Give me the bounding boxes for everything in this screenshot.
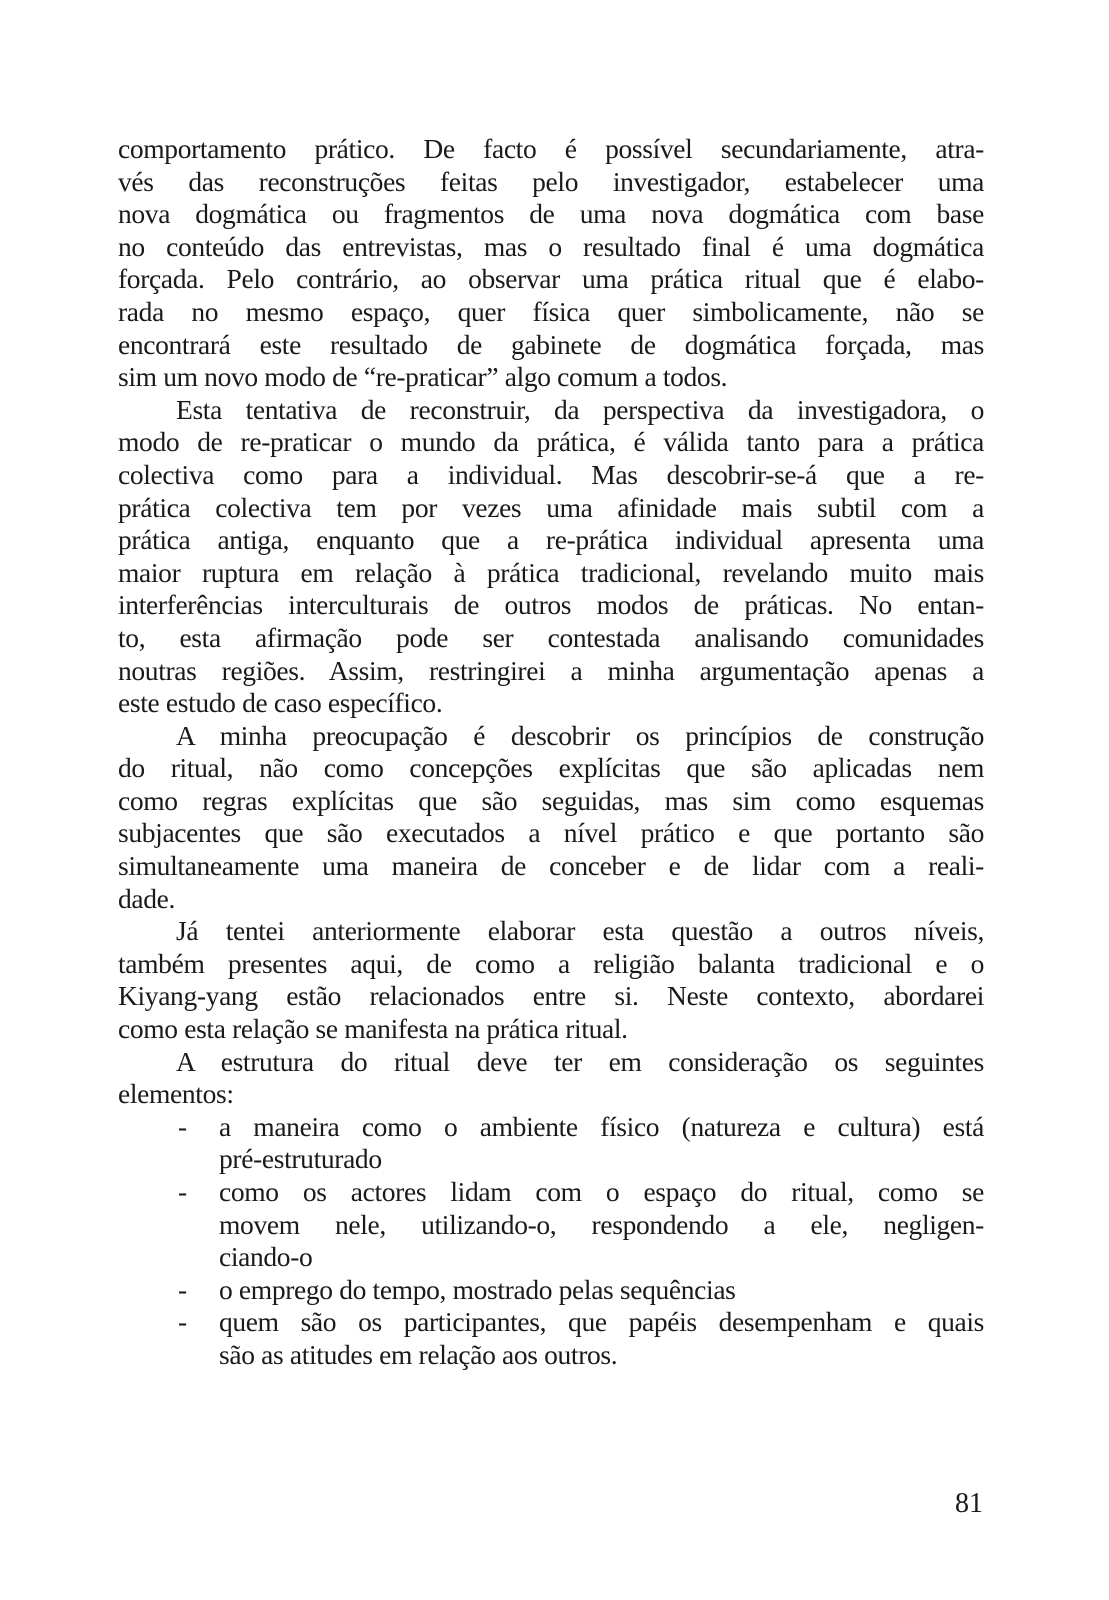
text-line: dade. — [118, 882, 176, 914]
text-line: vés das reconstruções feitas pelo investigador, estabelecer uma — [118, 165, 984, 197]
text-line: Esta tentativa de reconstruir, da perspectiva da investigadora, o — [176, 393, 984, 425]
dash-bullet-icon: - — [178, 1273, 187, 1305]
text-line: encontrará este resultado de gabinete de dogmática forçada, mas — [118, 328, 984, 360]
text-line: forçada. Pelo contrário, ao observar uma prática ritual que é elabo- — [118, 263, 984, 295]
text-line: como regras explícitas que são seguidas, mas sim como esquemas — [118, 784, 984, 816]
text-line: colectiva como para a individual. Mas descobrir-se-á que a re- — [118, 458, 984, 490]
paragraph-4 — [118, 915, 984, 1045]
text-line: movem nele, utilizando-o, respondendo a ele, negligen- — [219, 1208, 984, 1240]
elements-list — [118, 1111, 984, 1372]
list-item — [118, 1111, 984, 1176]
text-line: do ritual, não como concepções explícitas que são aplicadas nem — [118, 752, 984, 784]
list-item — [118, 1176, 984, 1274]
dash-bullet-icon: - — [178, 1306, 187, 1338]
text-line: como esta relação se manifesta na prática ritual. — [118, 1013, 628, 1045]
dash-bullet-icon: - — [178, 1176, 187, 1207]
text-line: pré-estruturado — [219, 1143, 382, 1175]
text-line: to, esta afirmação pode ser contestada analisando comunidades — [118, 621, 984, 653]
text-line: Kiyang-yang estão relacionados entre si. Neste contexto, abordarei — [118, 980, 984, 1012]
text-line: rada no mesmo espaço, quer física quer simbolicamente, não se — [118, 295, 984, 327]
list-item — [118, 1306, 984, 1371]
text-line: comportamento prático. De facto é possível secundariamente, atra- — [118, 133, 984, 164]
text-line: o emprego do tempo, mostrado pelas sequências — [219, 1273, 736, 1305]
text-line: este estudo de caso específico. — [118, 687, 443, 719]
text-line: são as atitudes em relação aos outros. — [219, 1338, 618, 1370]
text-line: noutras regiões. Assim, restringirei a minha argumentação apenas a — [118, 654, 984, 686]
text-line: nova dogmática ou fragmentos de uma nova dogmática com base — [118, 198, 984, 230]
list-item — [118, 1274, 984, 1307]
paragraph-5 — [118, 1046, 984, 1111]
text-line: a maneira como o ambiente físico (natureza e cultura) está — [219, 1110, 984, 1142]
text-line: como os actores lidam com o espaço do ritual, como se — [219, 1176, 984, 1207]
text-line: A minha preocupação é descobrir os princípios de construção — [176, 719, 984, 751]
dash-bullet-icon: - — [178, 1110, 187, 1142]
text-line: sim um novo modo de “re-praticar” algo comum a todos. — [118, 361, 728, 393]
text-line: simultaneamente uma maneira de conceber e de lidar com a reali- — [118, 850, 984, 882]
text-line: modo de re-praticar o mundo da prática, é válida tanto para a prática — [118, 426, 984, 458]
text-line: ciando-o — [219, 1241, 313, 1273]
body-text — [118, 133, 984, 1372]
text-line: prática antiga, enquanto que a re-prática individual apresenta uma — [118, 524, 984, 556]
text-line: maior ruptura em relação à prática tradicional, revelando muito mais — [118, 556, 984, 588]
text-line: subjacentes que são executados a nível prático e que portanto são — [118, 817, 984, 849]
paragraph-1 — [118, 133, 984, 394]
text-line: interferências interculturais de outros modos de práticas. No entan- — [118, 589, 984, 621]
text-line: elementos: — [118, 1078, 234, 1110]
text-line: quem são os participantes, que papéis desempenham e quais — [219, 1306, 984, 1338]
text-line: prática colectiva tem por vezes uma afinidade mais subtil com a — [118, 491, 984, 523]
page-number: 81 — [955, 1488, 983, 1519]
text-line: Já tentei anteriormente elaborar esta questão a outros níveis, — [176, 915, 984, 947]
text-line: no conteúdo das entrevistas, mas o resultado final é uma dogmática — [118, 230, 984, 262]
text-line: A estrutura do ritual deve ter em consideração os seguintes — [176, 1045, 984, 1077]
text-line: também presentes aqui, de como a religião balanta tradicional e o — [118, 947, 984, 979]
paragraph-3 — [118, 720, 984, 916]
paragraph-2 — [118, 394, 984, 720]
